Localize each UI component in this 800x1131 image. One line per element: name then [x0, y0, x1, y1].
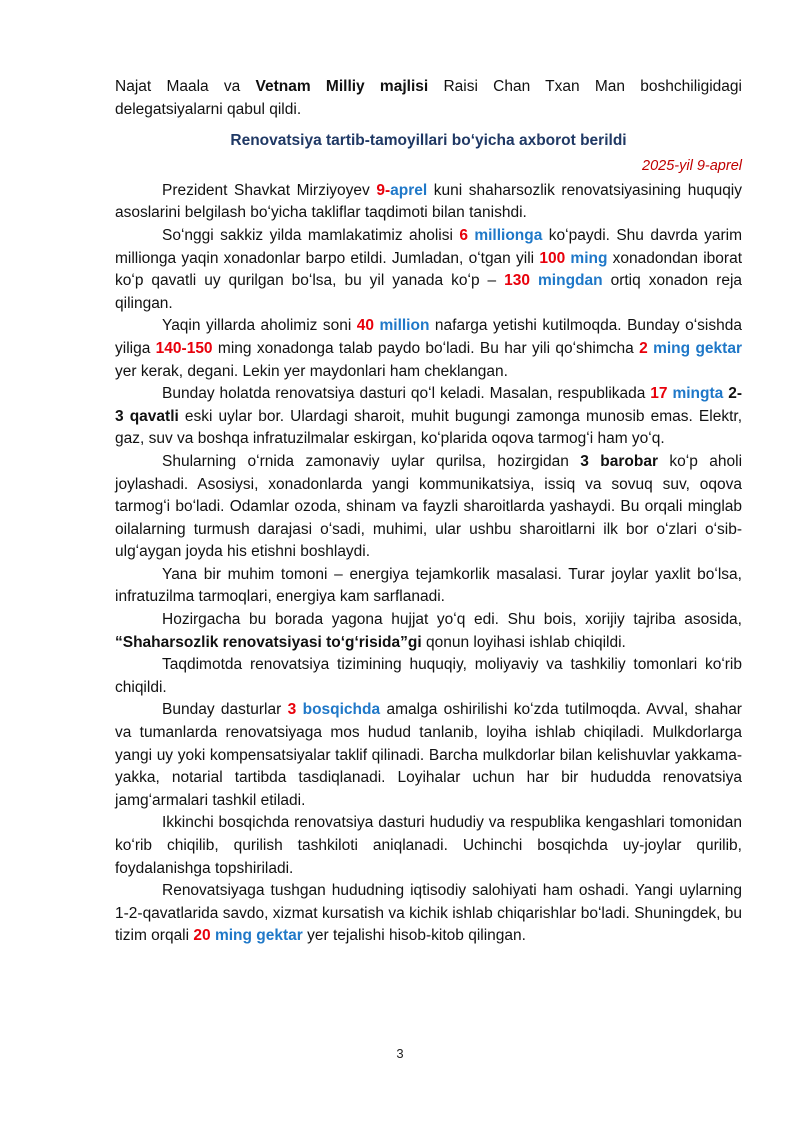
highlight-unit: mingta	[667, 385, 724, 403]
text: xonadondan iborat koʻp qavatli uy qurilgan boʻlsa, bu yil yanada koʻp –	[115, 249, 742, 290]
highlight-number: 3	[287, 701, 297, 719]
text: kuni shaharsozlik renovatsiyasining huquqiy asoslarini belgilash boʻyicha takliflar taqdimoti bilan tanishdi.	[115, 181, 743, 222]
paragraph-1	[115, 180, 742, 225]
paragraph-6: Yana bir muhim tomoni – energiya tejamkorlik masalasi. Turar joylar yaxlit boʻlsa, infratuzilma tarmoqlari, energiya kam sarflanadi.	[115, 565, 742, 606]
text: Renovatsiyaga tushgan hududning iqtisodiy salohiyati ham oshadi. Yangi uylarning 1-2-qavatlarida savdo, xizmat kursatish va kichik ishlab chiqarishlar boʻladi. Shuningdek, bu tizim orqali	[115, 882, 742, 945]
paragraph-3	[115, 315, 742, 383]
paragraph-11	[115, 880, 742, 948]
text: eski uylar bor. Ulardagi sharoit, muhit bugungi zamonga munosib emas. Elektr, gaz, suv va boshqa infratuzilmalar eskirgan, koʻplarida oqova tarmogʻi ham yoʻq.	[115, 407, 742, 448]
highlight-number: 2	[639, 339, 648, 357]
text: koʻpaydi. Shu davrda yarim millionga yaqin xonadonlar barpo etildi. Jumladan, oʻtgan yili	[115, 226, 742, 267]
highlight-number: 6	[459, 226, 468, 244]
text: Shularning oʻrnida zamonaviy uylar qurilsa, hozirgidan	[162, 452, 581, 470]
bold-text: 2-3 qavatli	[115, 385, 742, 425]
highlight-unit: millionga	[467, 226, 543, 244]
highlight-number: 20	[193, 927, 211, 945]
text: koʻp aholi joylashadi. Asosiysi, xonadonlarda yangi kommunikatsiya, issiq va sovuq suv, oqova tarmogʻi boʻladi. Odamlar ozoda, shinam va fayzli sharoitlarda yashaydi. Bu orqali minglab oilalarning turmush darajasi oʻsadi, muhimi, ular ushbu sharoitlarni ilk bor oʻzlari oʻsib-ulgʻaygan joyda his etishni boshlaydi.	[115, 452, 743, 561]
highlight-unit: ming	[565, 249, 608, 267]
paragraph-10: Ikkinchi bosqichda renovatsiya dasturi hududiy va respublika kengashlari tomonidan koʻrib chiqilib, qurilish tashkiloti aniqlanadi. Uchinchi bosqichda uy-joylar qurilib, foydalanishga topshiriladi.	[115, 814, 742, 877]
highlight-number: 17	[650, 385, 668, 403]
text: nafarga yetishi kutilmoqda. Bunday oʻsishda yiliga	[115, 317, 742, 357]
text: Najat Maala va	[115, 78, 256, 95]
highlight-unit: bosqichda	[296, 701, 381, 719]
highlight-number: 100	[539, 249, 566, 267]
paragraph-9	[115, 699, 742, 812]
text: ming xonadonga talab paydo boʻladi. Bu har yili qoʻshimcha	[212, 339, 640, 357]
text: Hozirgacha bu borada yagona hujjat yoʻq edi. Shu bois, xorijiy tajriba asosida,	[162, 611, 742, 629]
highlight-number: 40	[356, 317, 375, 335]
paragraph-5	[115, 451, 742, 564]
text: Yaqin yillarda aholimiz soni	[162, 317, 357, 335]
page-number: 3	[396, 1046, 404, 1061]
highlight-unit: ming gektar	[647, 339, 742, 357]
highlight-number: 140-150	[155, 339, 213, 357]
highlight-number: 130	[504, 272, 531, 290]
text: ortiq xonadon reja qilingan.	[115, 272, 743, 312]
highlight-unit: aprel	[390, 181, 428, 199]
highlight-unit: million	[374, 317, 430, 335]
text: Bunday dasturlar	[162, 701, 288, 719]
highlight-unit: ming gektar	[210, 927, 303, 945]
intro-paragraph	[115, 76, 742, 121]
article-date: 2025-yil 9-aprel	[642, 158, 742, 175]
text: amalga oshirilishi koʻzda tutilmoqda. Avval, shahar va tumanlarda renovatsiyaga mos hudud tanlanib, loyiha ishlab chiqiladi. Mulkdorlarga yangi uy yoki kompensatsiyalar taklif qilinadi. Barcha mulkdorlar bilan kelishuvlar yakkama-yakka, notarial tartibda tasdiqlanadi. Loyihalar uchun har bir hududda renovatsiya jamgʻarmalari tashkil etiladi.	[115, 701, 742, 809]
text: yer kerak, degani. Lekin yer maydonlari ham cheklangan.	[115, 362, 508, 380]
text: Raisi Chan Txan Man boshchiligidagi delegatsiyalarni qabul qildi.	[115, 78, 742, 118]
text: Bunday holatda renovatsiya dasturi qoʻl keladi. Masalan, respublikada	[162, 385, 651, 403]
text: Prezident Shavkat Mirziyoyev	[162, 181, 377, 199]
bold-text: Vetnam Milliy majlisi	[255, 78, 429, 95]
highlight-number: 9-	[376, 181, 391, 199]
paragraph-2	[115, 225, 742, 315]
text: qonun loyihasi ishlab chiqildi.	[421, 633, 626, 651]
bold-text: 3 barobar	[580, 452, 659, 470]
text: yer tejalishi hisob-kitob qilingan.	[302, 927, 526, 945]
highlight-unit: mingdan	[530, 272, 603, 290]
paragraph-7	[115, 609, 742, 654]
paragraph-4	[115, 383, 742, 451]
text: Soʻnggi sakkiz yilda mamlakatimiz aholisi	[162, 226, 460, 244]
paragraph-8: Taqdimotda renovatsiya tizimining huquqiy, moliyaviy va tashkiliy tomonlari koʻrib chiqildi.	[115, 656, 742, 696]
article-title: Renovatsiya tartib-tamoyillari boʻyicha axborot berildi	[230, 132, 627, 150]
bold-text: “Shaharsozlik renovatsiyasi toʻgʻrisida”gi	[115, 633, 422, 651]
